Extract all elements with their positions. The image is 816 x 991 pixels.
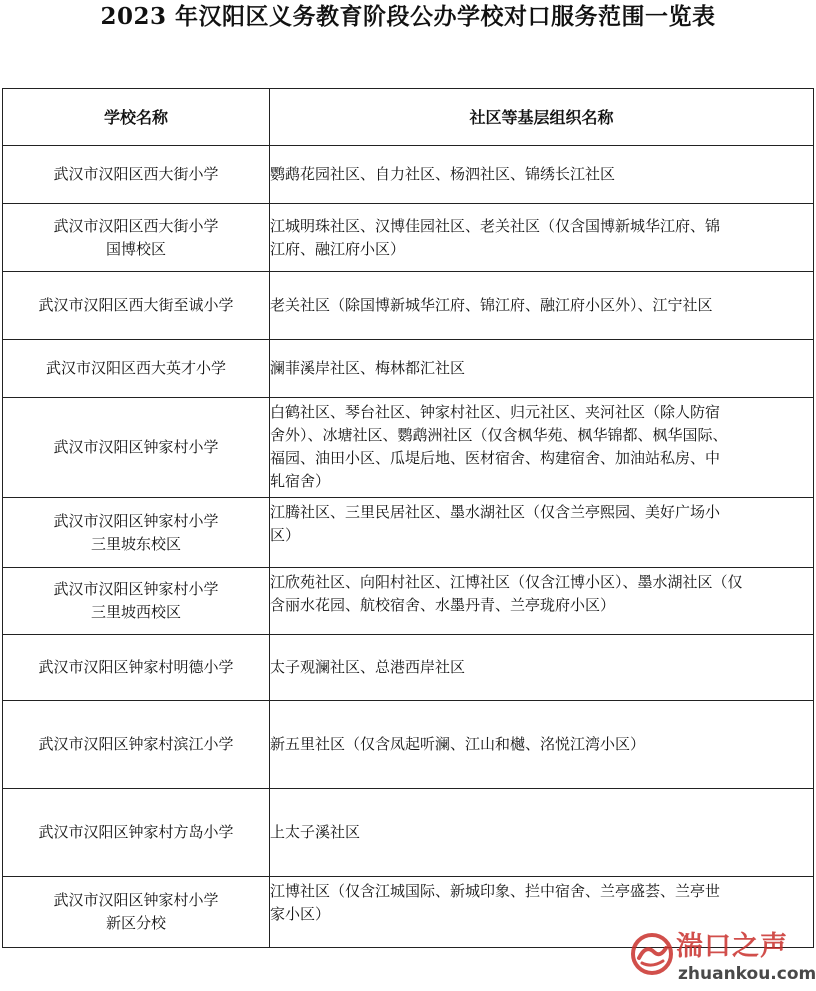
community-names-line: 白鹤社区、琴台社区、钟家村社区、归元社区、夹河社区（除人防宿 <box>270 403 721 421</box>
community-names-cell <box>270 398 814 498</box>
community-names-cell <box>270 789 814 877</box>
community-names-line: 老关社区（除国博新城华江府、锦江府、融江府小区外）、江宁社区 <box>270 296 713 314</box>
school-name-cell <box>3 701 270 789</box>
school-name-cell <box>3 340 270 398</box>
table-header-row <box>3 89 814 146</box>
school-name-cell <box>3 272 270 340</box>
table-row <box>3 568 814 635</box>
community-names-line: 江欣苑社区、向阳村社区、江博社区（仅含江博小区）、墨水湖社区（仅 <box>270 573 743 591</box>
school-name-line: 国博校区 <box>105 239 166 258</box>
school-district-table <box>2 88 814 948</box>
school-name-line: 武汉市汉阳区钟家村小学 <box>53 438 219 456</box>
watermark-site-url: zhuankou.com <box>678 964 816 984</box>
school-name-line: 三里坡西校区 <box>90 603 181 621</box>
community-names-line: 新五里社区（仅含凤起听澜、江山和樾、洺悦江湾小区） <box>270 735 646 753</box>
school-name-line: 武汉市汉阳区钟家村方岛小学 <box>38 823 234 841</box>
community-names-cell <box>270 498 814 568</box>
header-community-name: 社区等基层组织名称 <box>270 89 814 146</box>
community-names-line: 轧宿舍） <box>270 472 331 490</box>
school-name-line: 武汉市汉阳区钟家村小学 <box>53 580 219 598</box>
community-names-cell <box>270 568 814 635</box>
community-names-line: 舍外）、冰塘社区、鹦鹉洲社区（仅含枫华苑、枫华锦都、枫华国际、 <box>270 426 728 444</box>
site-logo-icon <box>630 932 674 976</box>
community-names-cell <box>270 635 814 701</box>
school-name-cell <box>3 877 270 948</box>
community-names-cell <box>270 204 814 272</box>
school-name-line: 武汉市汉阳区西大街小学 <box>53 165 219 183</box>
table-row <box>3 146 814 204</box>
community-names-line: 江博社区（仅含江城国际、新城印象、拦中宿舍、兰亭盛荟、兰亭世 <box>270 882 721 900</box>
school-name-line: 三里坡东校区 <box>90 534 181 553</box>
school-name-line: 武汉市汉阳区西大街小学 <box>53 216 219 235</box>
table-row <box>3 635 814 701</box>
table-row <box>3 789 814 877</box>
page-title: 2023 年汉阳区义务教育阶段公办学校对口服务范围一览表 <box>100 3 716 30</box>
school-name-line: 武汉市汉阳区西大街至诚小学 <box>38 296 234 314</box>
school-name-cell <box>3 568 270 635</box>
school-name-line: 武汉市汉阳区钟家村滨江小学 <box>38 735 234 753</box>
school-name-cell <box>3 146 270 204</box>
school-name-cell <box>3 635 270 701</box>
header-school-name: 学校名称 <box>3 89 270 146</box>
table-row <box>3 204 814 272</box>
table-row <box>3 398 814 498</box>
school-name-line: 武汉市汉阳区钟家村明德小学 <box>38 658 234 676</box>
community-names-line: 福园、油田小区、瓜堤后地、医材宿舍、构建宿舍、加油站私房、中 <box>270 449 721 467</box>
community-names-line: 区） <box>270 526 301 544</box>
school-name-line: 武汉市汉阳区西大英才小学 <box>45 359 226 377</box>
school-name-cell <box>3 204 270 272</box>
community-names-line: 上太子溪社区 <box>270 823 361 841</box>
community-names-line: 江腾社区、三里民居社区、墨水湖社区（仅含兰亭熙园、美好广场小 <box>270 503 721 521</box>
community-names-line: 太子观澜社区、总港西岸社区 <box>270 658 466 676</box>
community-names-line: 含丽水花园、航校宿舍、水墨丹青、兰亭珑府小区） <box>270 596 616 614</box>
community-names-line: 江城明珠社区、汉博佳园社区、老关社区（仅含国博新城华江府、锦 <box>270 216 721 235</box>
community-names-cell <box>270 340 814 398</box>
table-row <box>3 701 814 789</box>
community-names-cell <box>270 272 814 340</box>
community-names-cell <box>270 146 814 204</box>
school-name-cell <box>3 789 270 877</box>
watermark <box>630 930 816 986</box>
school-name-line: 新区分校 <box>105 914 166 932</box>
table-row <box>3 340 814 398</box>
community-names-line: 江府、融江府小区） <box>270 239 406 258</box>
school-name-cell <box>3 498 270 568</box>
school-name-line: 武汉市汉阳区钟家村小学 <box>53 511 219 530</box>
table-row <box>3 498 814 568</box>
community-names-cell <box>270 701 814 789</box>
watermark-site-name: 湍口之声 <box>676 931 788 962</box>
school-name-line: 武汉市汉阳区钟家村小学 <box>53 891 219 909</box>
community-names-line: 家小区） <box>270 905 331 923</box>
community-names-line: 鹦鹉花园社区、自力社区、杨泗社区、锦绣长江社区 <box>270 165 616 183</box>
school-name-cell <box>3 398 270 498</box>
community-names-line: 澜菲溪岸社区、梅林都汇社区 <box>270 359 466 377</box>
table-row <box>3 272 814 340</box>
